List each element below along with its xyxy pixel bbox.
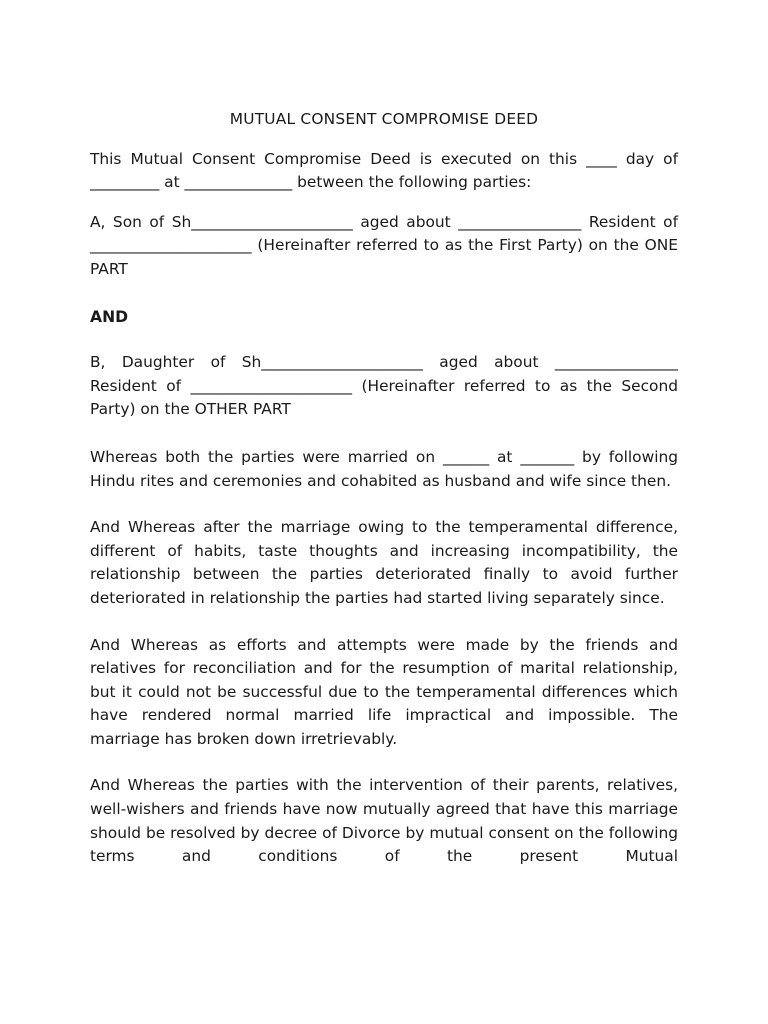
whereas-differences-paragraph: And Whereas after the marriage owing to the temperamental difference, different of habits, taste thoughts and increasing incompatibility, the relationship between the parties deteriorated finally to avoid further deteriorated in relationship the parties had started living separately since. bbox=[90, 518, 678, 607]
whereas-agreed-paragraph: And Whereas the parties with the intervention of their parents, relatives, well-wishers and friends have now mutually agreed that have this marriage should be resolved by decree of Divorce by mutual consent on the following terms and conditions of the present Mutual bbox=[90, 776, 678, 866]
whereas-efforts-paragraph: And Whereas as efforts and attempts were made by the friends and relatives for reconciliation and for the resumption of marital relationship, but it could not be successful due to the temperamental differences which have rendered normal married life impractical and impossible. The marriage has broken down irretrievably. bbox=[90, 635, 678, 748]
document-title: MUTUAL CONSENT COMPROMISE DEED bbox=[229, 110, 539, 128]
document-body bbox=[90, 108, 678, 869]
first-party-paragraph: A, Son of Sh_____________________ aged about ________________ Resident of _____________________ (Hereinafter referred to as the First Party) on the ONE PART bbox=[90, 212, 678, 278]
intro-paragraph: This Mutual Consent Compromise Deed is executed on this ____ day of _________ at ______________ between the following parties: bbox=[90, 149, 678, 192]
second-party-paragraph: B, Daughter of Sh_____________________ aged about ________________ Resident of _____________________ (Hereinafter referred to as the Second Party) on the OTHER PART bbox=[90, 353, 678, 419]
whereas-married-paragraph: Whereas both the parties were married on ______ at _______ by following Hindu rites and ceremonies and cohabited as husband and wife since then. bbox=[90, 447, 678, 490]
and-heading: AND bbox=[90, 307, 129, 326]
